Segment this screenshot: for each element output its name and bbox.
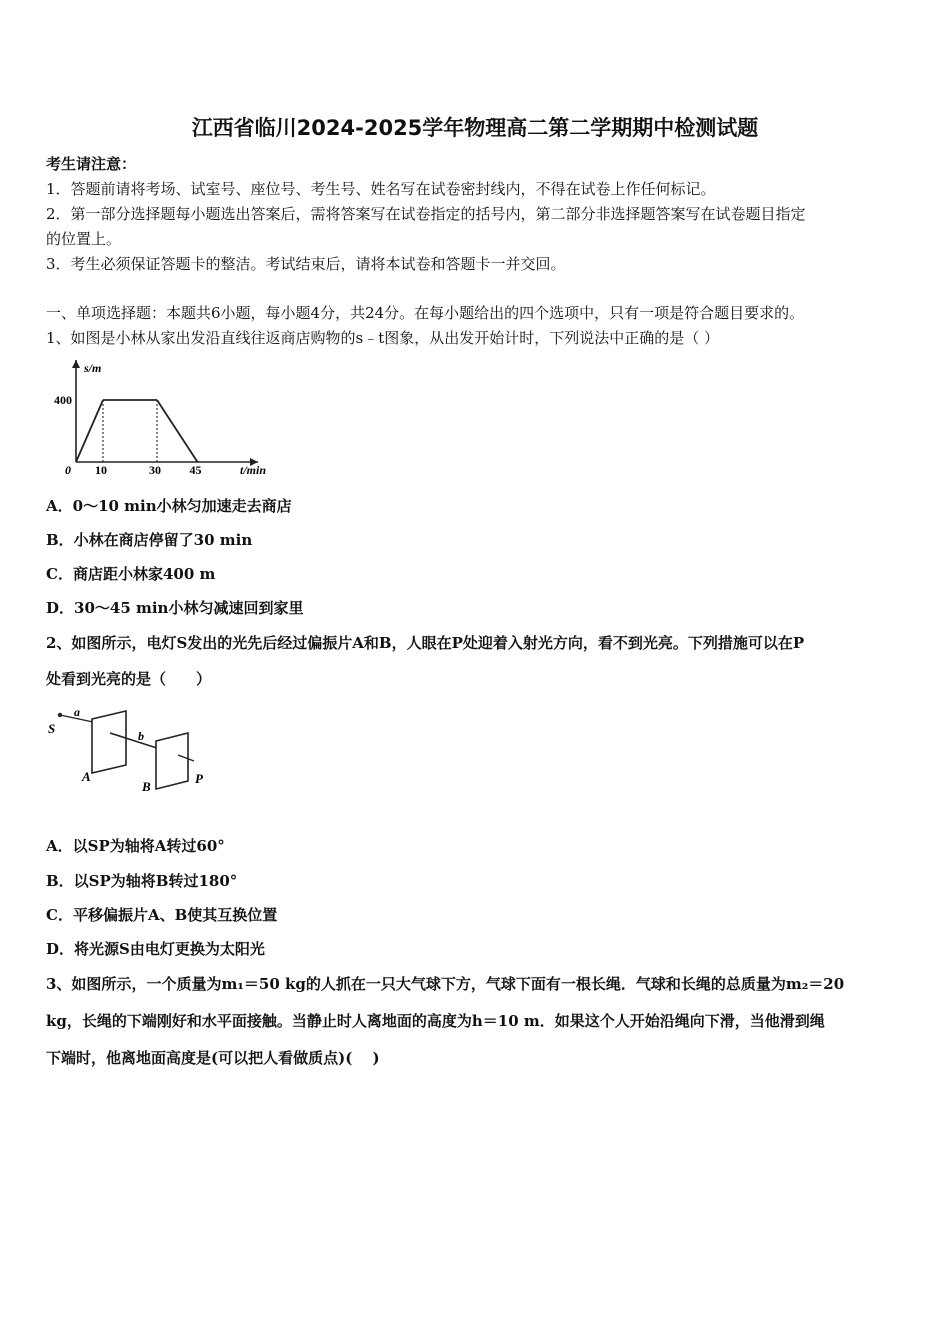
polarizer-b bbox=[156, 733, 188, 789]
q2-stem-line2: 处看到光亮的是（ ） bbox=[46, 670, 212, 688]
st-segment-3 bbox=[157, 400, 198, 462]
y-tick-label-400: 400 bbox=[54, 393, 72, 407]
y-axis-label: s/m bbox=[84, 361, 102, 375]
label-polarizer-b: B bbox=[142, 779, 151, 794]
polarizer-a bbox=[92, 711, 126, 773]
label-p: P bbox=[195, 771, 203, 786]
q2-option-d: D．将光源S由电灯更换为太阳光 bbox=[46, 940, 265, 958]
label-a-ray: a bbox=[74, 705, 80, 719]
lamp-s-dot bbox=[58, 713, 62, 717]
q2-option-b: B．以SP为轴将B转过180° bbox=[46, 872, 238, 890]
q3-line-3: 下端时，他离地面高度是(可以把人看做质点)( ) bbox=[46, 1049, 380, 1067]
q2-option-a: A．以SP为轴将A转过60° bbox=[46, 837, 225, 855]
q2-polarizer-diagram bbox=[46, 703, 216, 798]
x-axis-label: t/min bbox=[240, 463, 267, 477]
q1-option-c: C．商店距小林家400 m bbox=[46, 565, 216, 583]
x-tick-label-0: 0 bbox=[65, 463, 71, 477]
st-segment-1 bbox=[76, 400, 103, 462]
q1-option-b: B．小林在商店停留了30 min bbox=[46, 531, 253, 549]
q3-line-2: kg，长绳的下端刚好和水平面接触。当静止时人离地面的高度为h＝10 m．如果这个人开始沿绳向下滑，当他滑到绳 bbox=[46, 1012, 825, 1030]
label-b-ray: b bbox=[138, 729, 144, 743]
q1-st-chart bbox=[40, 352, 270, 482]
x-tick-label-30: 30 bbox=[149, 463, 161, 477]
section-heading: 一、单项选择题：本题共6小题，每小题4分，共24分。在每小题给出的四个选项中，只有一项是符合题目要求的。 bbox=[46, 304, 805, 322]
q1-stem: 1、如图是小林从家出发沿直线往返商店购物的s﹣t图象，从出发开始计时，下列说法中正确的是（ ） bbox=[46, 329, 720, 347]
page-title: 江西省临川2024-2025学年物理高二第二学期期中检测试题 bbox=[191, 116, 759, 140]
q1-option-d: D．30～45 min小林匀减速回到家里 bbox=[46, 599, 304, 617]
notice-item-1: 1．答题前请将考场、试室号、座位号、考生号、姓名写在试卷密封线内，不得在试卷上作任何标记。 bbox=[46, 180, 716, 198]
notice-item-3: 3．考生必须保证答题卡的整洁。考试结束后，请将本试卷和答题卡一并交回。 bbox=[46, 255, 566, 273]
notice-heading: 考生请注意： bbox=[46, 155, 137, 173]
notice-item-2: 2．第一部分选择题每小题选出答案后，需将答案写在试卷指定的括号内，第二部分非选择题答案写在试卷题目指定 bbox=[46, 205, 806, 223]
y-axis-arrow bbox=[72, 360, 80, 368]
q3-line-1: 3、如图所示，一个质量为m₁＝50 kg的人抓在一只大气球下方，气球下面有一根长绳．气球和长绳的总质量为m₂＝20 bbox=[46, 975, 845, 993]
x-tick-label-10: 10 bbox=[95, 463, 107, 477]
q1-option-a: A．0～10 min小林匀加速走去商店 bbox=[46, 497, 292, 515]
label-s: S bbox=[48, 721, 56, 736]
q2-stem-line1: 2、如图所示，电灯S发出的光先后经过偏振片A和B，人眼在P处迎着入射光方向，看不到光亮。下列措施可以在P bbox=[46, 634, 805, 652]
label-polarizer-a: A bbox=[82, 769, 91, 784]
q2-option-c: C．平移偏振片A、B使其互换位置 bbox=[46, 906, 278, 924]
notice-item-2-cont: 的位置上。 bbox=[46, 230, 122, 248]
x-tick-label-45: 45 bbox=[189, 463, 202, 477]
